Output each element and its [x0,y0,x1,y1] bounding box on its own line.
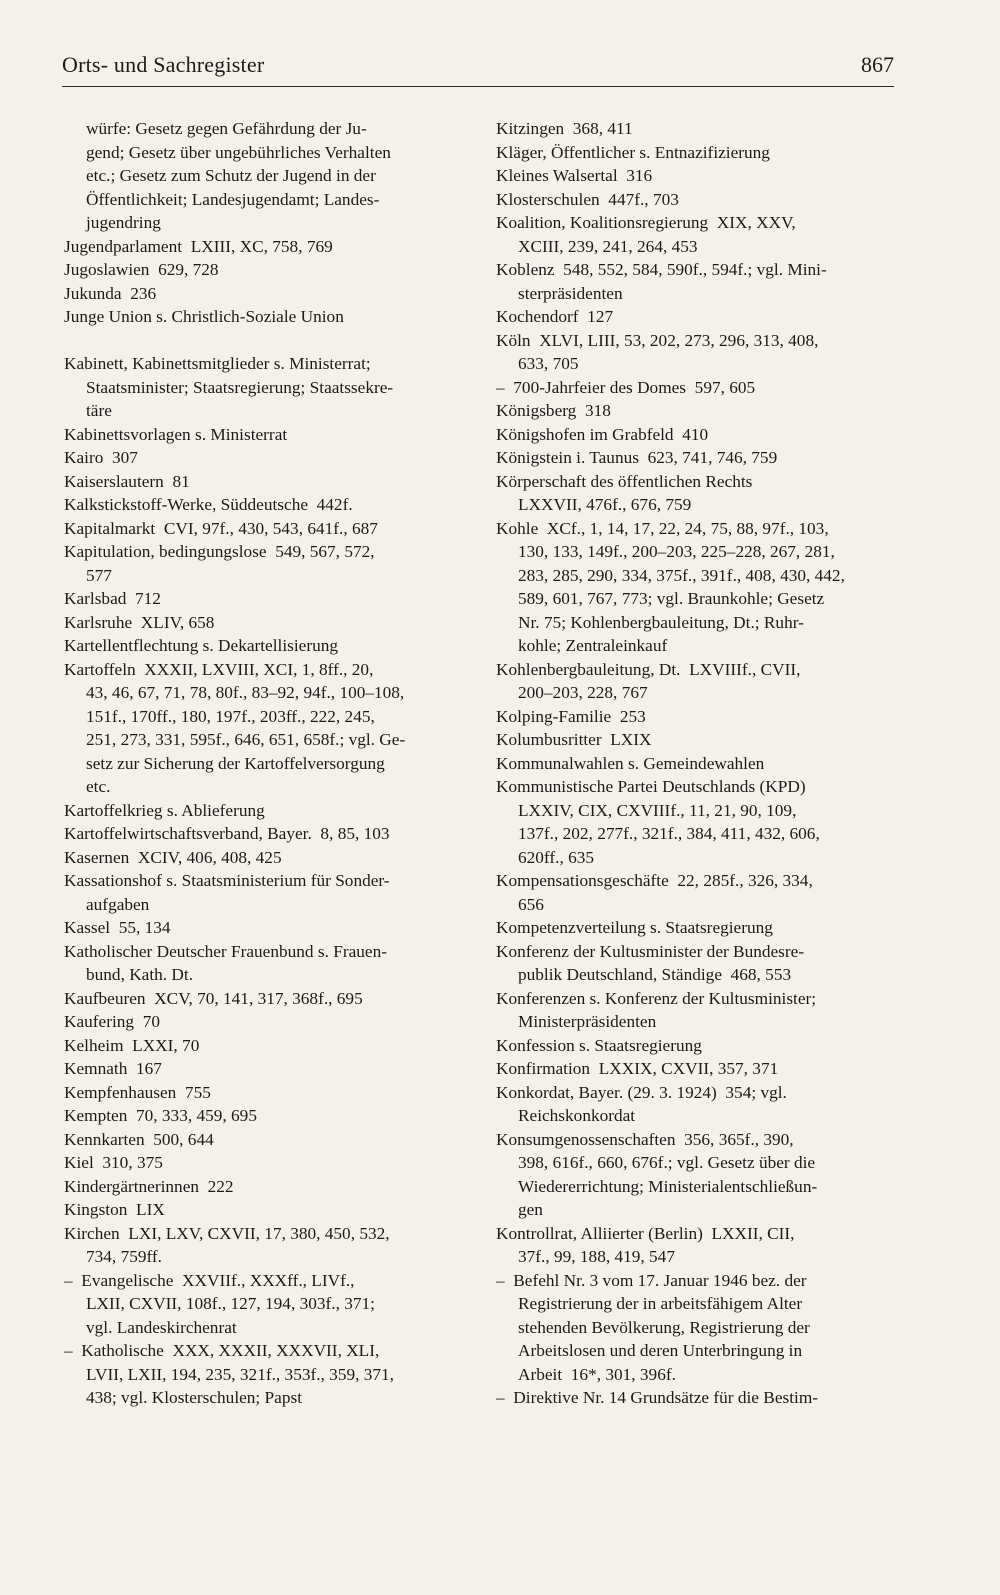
index-subentry [64,1269,464,1340]
index-entry-line: Koblenz 548, 552, 584, 590f., 594f.; vgl. Mini- [496,260,827,279]
index-entry [496,399,896,423]
index-entry [64,1151,464,1175]
index-entry-line: täre [86,401,112,420]
index-entry-line: publik Deutschland, Ständige 468, 553 [518,965,792,984]
index-entry-line: kohle; Zentraleinkauf [518,636,668,655]
index-entry-line: Kompensationsgeschäfte 22, 285f., 326, 334, [496,871,813,890]
index-entry [496,329,896,376]
index-entry-line: Kempfenhausen 755 [64,1082,211,1102]
index-entry-line: Kleines Walsertal 316 [496,166,653,185]
index-entry-line: etc. [86,777,111,796]
index-subentry [64,1339,464,1410]
index-entry [64,117,464,235]
index-entry [496,752,896,776]
index-entry-line: setz zur Sicherung der Kartoffelversorgung [86,753,385,773]
index-entry-line: Kommunalwahlen s. Gemeindewahlen [496,753,765,773]
index-entry-line: 283, 285, 290, 334, 375f., 391f., 408, 430, 442, [518,565,845,585]
index-entry [496,1128,896,1222]
index-entry-line: Kindergärtnerinnen 222 [64,1176,234,1196]
index-subentry [496,1386,896,1410]
index-entry-line: 151f., 170ff., 180, 197f., 203ff., 222, 245, [86,706,375,726]
index-entry [496,1081,896,1128]
index-entry-line: Konkordat, Bayer. (29. 3. 1924) 354; vgl. [496,1082,787,1102]
index-entry [496,470,896,517]
index-entry-line: Kapitalmarkt CVI, 97f., 430, 543, 641f., 687 [64,518,378,538]
index-entry [64,869,464,916]
index-entry-line: Kitzingen 368, 411 [496,119,633,138]
index-entry-line: Kolumbusritter LXIX [496,730,652,749]
index-entry-line: Körperschaft des öffentlichen Rechts [496,471,753,491]
index-entry-line: 251, 273, 331, 595f., 646, 651, 658f.; vgl. Ge- [86,730,406,749]
index-entry-line: Junge Union s. Christlich-Soziale Union [64,307,344,326]
index-entry-line: Köln XLVI, LIII, 53, 202, 273, 296, 313, 408, [496,330,819,350]
index-entry-line: würfe: Gesetz gegen Gefährdung der Ju- [86,119,367,138]
index-entry-line: 633, 705 [518,354,579,373]
index-entry-line: Ministerpräsidenten [518,1012,657,1031]
index-entry-line: jugendring [86,213,161,232]
index-entry-line: Kaufering 70 [64,1012,160,1031]
index-entry-line: Konferenz der Kultusminister der Bundesre- [496,941,805,961]
index-entry-line: 656 [518,894,544,914]
index-entry-line: Kassel 55, 134 [64,918,171,937]
index-entry [64,517,464,541]
index-entry-line: Konsumgenossenschaften 356, 365f., 390, [496,1129,794,1149]
index-entry-line: Jugoslawien 629, 728 [64,260,219,279]
index-entry-line: Reichskonkordat [518,1106,636,1125]
index-entry-line: Kolping-Familie 253 [496,706,646,726]
index-entry [64,235,464,259]
index-column-right [496,117,896,1410]
index-entry-line: Kabinettsvorlagen s. Ministerrat [64,424,288,444]
index-entry [496,940,896,987]
index-entry [64,1175,464,1199]
index-entry [496,775,896,869]
index-entry [496,1222,896,1269]
index-entry-line: aufgaben [86,894,150,914]
index-column-left [64,117,464,1410]
running-head-title: Orts- und Sachregister [62,52,265,77]
index-entry [64,1034,464,1058]
index-entry-line: – Katholische XXX, XXXII, XXXVII, XLI, [64,1341,380,1360]
index-entry-line: Öffentlichkeit; Landesjugendamt; Landes- [86,189,380,209]
index-entry-line: 200–203, 228, 767 [518,683,648,702]
index-entry-line: 734, 759ff. [86,1247,163,1266]
index-entry-line: Kiel 310, 375 [64,1153,163,1172]
index-entry-line: Kaufbeuren XCV, 70, 141, 317, 368f., 695 [64,988,363,1008]
index-entry-line: Kalkstickstoff-Werke, Süddeutsche 442f. [64,495,353,514]
index-entry-line: Kläger, Öffentlicher s. Entnazifizierung [496,142,770,162]
index-entry-line: Königshofen im Grabfeld 410 [496,424,709,444]
index-entry-line: Koalition, Koalitionsregierung XIX, XXV, [496,213,796,232]
index-entry [496,117,896,141]
index-entry [64,1104,464,1128]
index-entry-line: 137f., 202, 277f., 321f., 384, 411, 432, 606, [518,824,820,843]
index-entry-line: Arbeit 16*, 301, 396f. [518,1364,676,1384]
index-entry-line: Kohlenbergbauleitung, Dt. LXVIIIf., CVII, [496,659,801,679]
index-entry-line: Wiedererrichtung; Ministerialentschließun- [518,1176,818,1196]
index-entry [64,987,464,1011]
page-header [62,46,894,87]
index-entry-line: Staatsminister; Staatsregierung; Staatssekre- [86,377,394,397]
index-entry-line: Kirchen LXI, LXV, CXVII, 17, 380, 450, 532, [64,1223,390,1243]
index-entry-line: gen [518,1200,543,1219]
index-entry-line: Kemnath 167 [64,1059,162,1078]
index-entry [64,916,464,940]
index-entry-line: Kontrollrat, Alliierter (Berlin) LXXII, CII, [496,1223,795,1243]
index-entry-line: Kempten 70, 333, 459, 695 [64,1106,257,1125]
index-entry [64,658,464,799]
index-entry-line: Kompetenzverteilung s. Staatsregierung [496,918,773,937]
index-entry [64,1128,464,1152]
index-entry [496,423,896,447]
index-entry-line: Kelheim LXXI, 70 [64,1035,200,1055]
index-entry [64,587,464,611]
index-entry-line: Konferenzen s. Konferenz der Kultusminister; [496,988,817,1008]
index-entry-line: stehenden Bevölkerung, Registrierung der [518,1317,810,1337]
index-entry [64,634,464,658]
index-entry [64,846,464,870]
index-entry [496,916,896,940]
index-entry [64,493,464,517]
index-entry-line: Kingston LIX [64,1200,165,1219]
index-entry [64,1222,464,1269]
index-entry-line: 438; vgl. Klosterschulen; Papst [86,1388,302,1407]
index-entry-line: Kennkarten 500, 644 [64,1129,214,1149]
index-entry [64,352,464,423]
index-entry [496,211,896,258]
index-entry-line: sterpräsidenten [518,283,623,303]
page-number: 867 [861,52,894,77]
index-entry-line: Arbeitslosen und deren Unterbringung in [518,1341,803,1360]
index-entry [496,987,896,1034]
index-entry-line: etc.; Gesetz zum Schutz der Jugend in der [86,166,376,185]
index-entry [496,446,896,470]
index-entry [496,258,896,305]
index-subentry [496,376,896,400]
index-entry-line: Karlsruhe XLIV, 658 [64,612,215,632]
index-entry-line: LXXIV, CIX, CXVIIIf., 11, 21, 90, 109, [518,800,797,820]
index-entry [496,1034,896,1058]
index-entry-line: Kasernen XCIV, 406, 408, 425 [64,847,282,867]
index-entry-line: Kochendorf 127 [496,307,614,326]
index-entry [496,658,896,705]
index-entry-line: Kommunistische Partei Deutschlands (KPD) [496,777,806,796]
index-entry [496,141,896,165]
index-entry-line: 43, 46, 67, 71, 78, 80f., 83–92, 94f., 100–108, [86,683,405,702]
index-entry-line: 620ff., 635 [518,847,595,867]
index-entry [64,446,464,470]
index-entry [64,540,464,587]
index-entry-line: 577 [86,565,112,585]
section-gap [64,329,464,353]
index-entry-line: – Evangelische XXVIIf., XXXff., LIVf., [64,1270,355,1290]
index-entry-line: Kassationshof s. Staatsministerium für Sonder- [64,871,390,890]
index-entry-line: Klosterschulen 447f., 703 [496,189,679,209]
index-entry-line: Königstein i. Taunus 623, 741, 746, 759 [496,448,778,467]
index-entry-line: gend; Gesetz über ungebührliches Verhalten [86,142,391,162]
index-entry [496,164,896,188]
index-entry [496,705,896,729]
index-entry-line: Kabinett, Kabinettsmitglieder s. Ministerrat; [64,354,371,373]
index-entry [64,282,464,306]
index-entry-line: – Direktive Nr. 14 Grundsätze für die Bestim- [496,1388,819,1407]
index-entry [64,1198,464,1222]
index-entry [64,799,464,823]
index-entry-line: Kartoffeln XXXII, LXVIII, XCI, 1, 8ff., 20, [64,659,374,679]
index-entry [64,1010,464,1034]
index-entry-line: Kartellentflechtung s. Dekartellisierung [64,636,339,655]
index-entry [496,728,896,752]
index-entry [496,869,896,916]
index-entry-line: Kohle XCf., 1, 14, 17, 22, 24, 75, 88, 97f., 103, [496,518,829,538]
index-entry [496,305,896,329]
index-entry-line: bund, Kath. Dt. [86,965,194,984]
index-entry [64,822,464,846]
index-entry-line: Karlsbad 712 [64,589,161,608]
index-entry-line: Kartoffelwirtschaftsverband, Bayer. 8, 85, 103 [64,824,390,843]
index-entry [64,611,464,635]
index-entry [496,517,896,658]
index-subentry [496,1269,896,1387]
index-entry-line: Registrierung der in arbeitsfähigem Alter [518,1294,803,1313]
index-entry-line: 130, 133, 149f., 200–203, 225–228, 267, 281, [518,542,835,561]
index-entry-line: 37f., 99, 188, 419, 547 [518,1247,675,1266]
index-entry [64,1081,464,1105]
index-entry-line: Kairo 307 [64,448,138,467]
index-entry-line: Jugendparlament LXIII, XC, 758, 769 [64,236,333,256]
index-entry [64,305,464,329]
index-entry [64,940,464,987]
index-entry-line: Konfirmation LXXIX, CXVII, 357, 371 [496,1059,779,1078]
index-entry-line: Nr. 75; Kohlenbergbauleitung, Dt.; Ruhr- [518,612,804,632]
index-entry [64,470,464,494]
index-entry-line: Kapitulation, bedingungslose 549, 567, 572, [64,542,375,561]
index-entry-line: LXXVII, 476f., 676, 759 [518,495,692,514]
index-entry-line: 398, 616f., 660, 676f.; vgl. Gesetz über die [518,1153,816,1172]
index-entry-line: LXII, CXVII, 108f., 127, 194, 303f., 371; [86,1294,375,1313]
index-entry [496,1057,896,1081]
index-entry-line: – Befehl Nr. 3 vom 17. Januar 1946 bez. der [496,1270,807,1290]
index-entry-line: Katholischer Deutscher Frauenbund s. Frauen- [64,941,387,961]
index-entry-line: Jukunda 236 [64,283,157,303]
index-entry-line: vgl. Landeskirchenrat [86,1317,237,1337]
index-entry [496,188,896,212]
index-entry [64,423,464,447]
index-entry-line: Kartoffelkrieg s. Ablieferung [64,800,265,820]
index-entry [64,258,464,282]
index-entry [64,1057,464,1081]
index-entry-line: Königsberg 318 [496,401,611,420]
index-entry-line: Kaiserslautern 81 [64,471,190,491]
index-entry-line: 589, 601, 767, 773; vgl. Braunkohle; Gesetz [518,589,825,608]
index-entry-line: LVII, LXII, 194, 235, 321f., 353f., 359, 371, [86,1364,394,1384]
index-entry-line: XCIII, 239, 241, 264, 453 [518,236,698,256]
index-entry-line: Konfession s. Staatsregierung [496,1035,702,1055]
index-entry-line: – 700-Jahrfeier des Domes 597, 605 [496,377,756,397]
